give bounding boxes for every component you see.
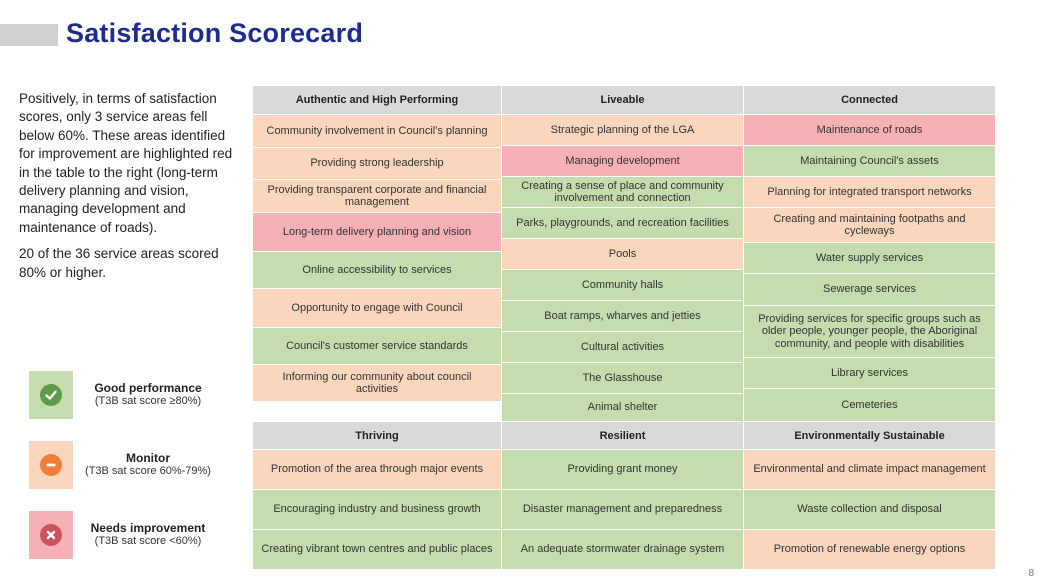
table-cell: Library services: [744, 358, 995, 389]
table-cell: Pools: [502, 239, 743, 270]
table-cell: Creating and maintaining footpaths and cycleways: [744, 208, 995, 243]
table-cell: Providing transparent corporate and financial management: [253, 180, 501, 213]
column-header: Environmentally Sustainable: [744, 422, 995, 450]
x-icon: [40, 524, 62, 546]
intro-paragraph-1: Positively, in terms of satisfaction scores, only 3 service areas fell below 60%. These areas identified for improvement are highlighted red in the table to the right (long-term delivery planning and vision, managing development and maintenance of roads).: [19, 91, 233, 235]
column-environmental: [744, 422, 995, 570]
page-title: Satisfaction Scorecard: [66, 18, 364, 48]
table-cell: Maintaining Council's assets: [744, 146, 995, 177]
table-cell: Online accessibility to services: [253, 252, 501, 289]
legend-monitor-title: Monitor: [126, 451, 170, 465]
scorecard-table: [253, 86, 995, 570]
table-cell: Community involvement in Council's planning: [253, 115, 501, 148]
legend-good: [29, 371, 223, 419]
table-cell: Strategic planning of the LGA: [502, 115, 743, 146]
table-cell: Encouraging industry and business growth: [253, 490, 501, 530]
table-cell: Parks, playgrounds, and recreation facilities: [502, 208, 743, 239]
table-cell: Waste collection and disposal: [744, 490, 995, 530]
column-thriving: [253, 422, 502, 570]
legend-needs-title: Needs improvement: [90, 521, 206, 535]
column-liveable: [502, 86, 744, 422]
legend-good-title: Good performance: [94, 381, 202, 395]
page-number: 8: [1028, 568, 1034, 579]
table-cell: The Glasshouse: [502, 363, 743, 394]
column-authentic: [253, 86, 502, 422]
column-connected: [744, 86, 995, 422]
intro-text: [19, 90, 234, 290]
table-cell: Council's customer service standards: [253, 328, 501, 365]
table-cell: Providing grant money: [502, 450, 743, 490]
title-accent-bar: [0, 24, 58, 46]
table-cell: Maintenance of roads: [744, 115, 995, 146]
table-cell: Cultural activities: [502, 332, 743, 363]
table-cell: Water supply services: [744, 243, 995, 274]
legend-needs-desc: (T3B sat score <60%): [94, 535, 202, 547]
minus-icon: [40, 454, 62, 476]
legend-monitor-swatch: [29, 441, 73, 489]
intro-paragraph-2: 20 of the 36 service areas scored 80% or higher.: [19, 246, 219, 280]
table-cell: Disaster management and preparedness: [502, 490, 743, 530]
table-cell: Creating a sense of place and community involvement and connection: [502, 177, 743, 208]
column-header: Connected: [744, 86, 995, 115]
table-cell: An adequate stormwater drainage system: [502, 530, 743, 570]
column-header: Authentic and High Performing: [253, 86, 501, 115]
legend-monitor: [29, 441, 223, 489]
table-cell: Promotion of renewable energy options: [744, 530, 995, 570]
column-header: Liveable: [502, 86, 743, 115]
table-cell: Creating vibrant town centres and public places: [253, 530, 501, 570]
check-icon: [40, 384, 62, 406]
table-cell: Opportunity to engage with Council: [253, 289, 501, 328]
table-cell: Community halls: [502, 270, 743, 301]
table-cell: Informing our community about council activities: [253, 365, 501, 402]
column-header: Resilient: [502, 422, 743, 450]
legend-needs-swatch: [29, 511, 73, 559]
table-cell: Boat ramps, wharves and jetties: [502, 301, 743, 332]
table-cell: Promotion of the area through major events: [253, 450, 501, 490]
table-cell: Animal shelter: [502, 394, 743, 422]
column-resilient: [502, 422, 744, 570]
table-cell: Managing development: [502, 146, 743, 177]
table-cell: Planning for integrated transport networks: [744, 177, 995, 208]
table-cell: Long-term delivery planning and vision: [253, 213, 501, 252]
column-header: Thriving: [253, 422, 501, 450]
table-cell: Environmental and climate impact management: [744, 450, 995, 490]
table-cell: Sewerage services: [744, 274, 995, 306]
table-cell: Cemeteries: [744, 389, 995, 422]
table-cell: Providing strong leadership: [253, 148, 501, 180]
legend-good-swatch: [29, 371, 73, 419]
table-bottom-section: [253, 422, 995, 570]
table-top-section: [253, 86, 995, 422]
legend-monitor-desc: (T3B sat score 60%-79%): [85, 465, 211, 477]
legend-needs-improvement: [29, 511, 223, 559]
legend-good-desc: (T3B sat score ≥80%): [94, 395, 202, 407]
table-cell: Providing services for specific groups such as older people, younger people, the Aboriginal community, and people with disabilities: [744, 306, 995, 358]
